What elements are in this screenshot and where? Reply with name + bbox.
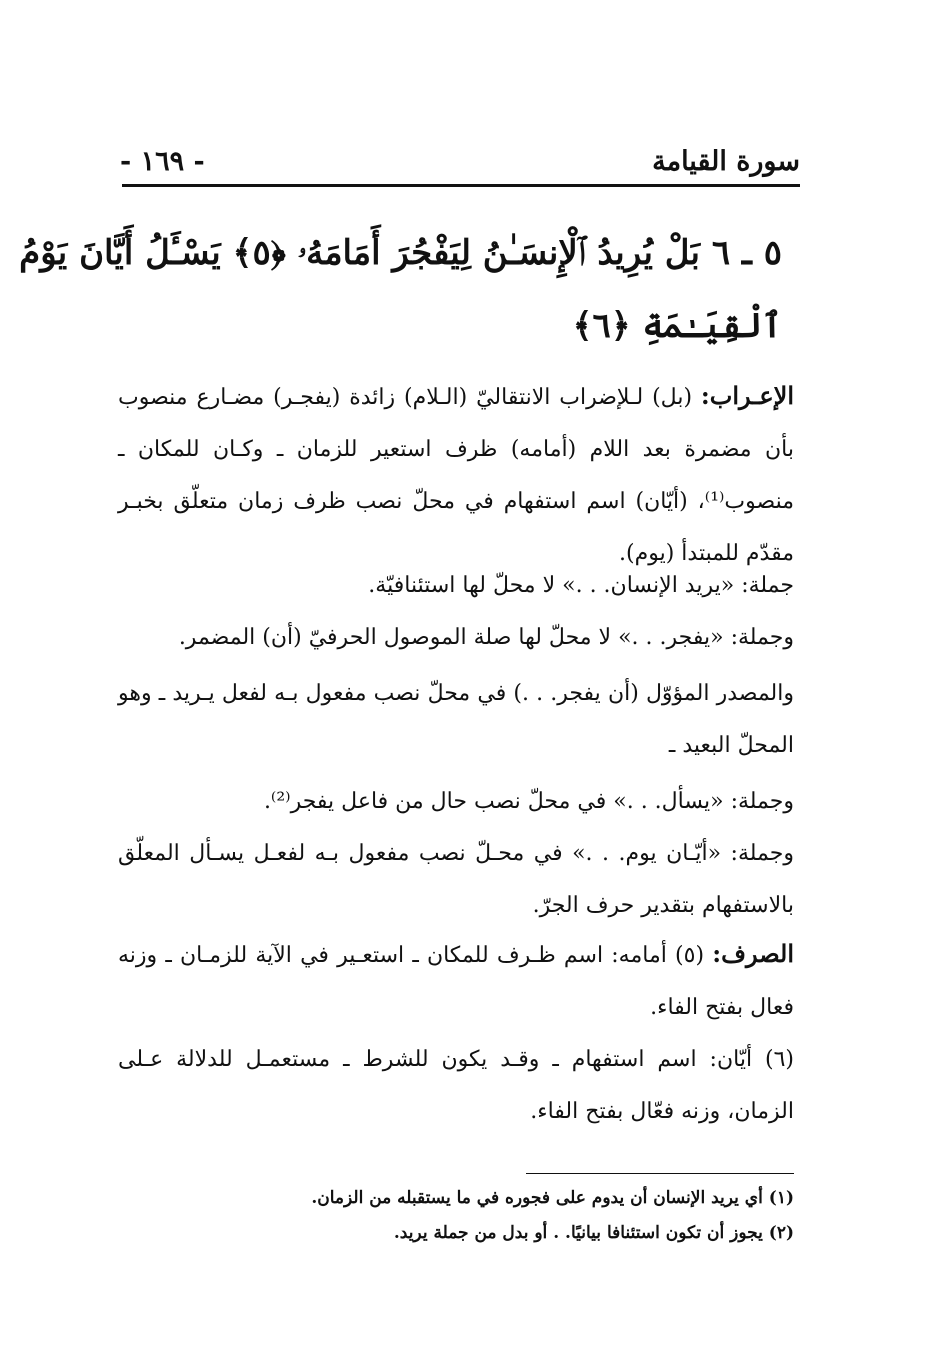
masdar-text: والمصدر المؤوّل (أن يفجر. . .) في محلّ نصب مفعول بـه لفعل يـريد ـ وهو المحلّ البعيد ـ	[118, 681, 794, 758]
sarf-label: الصرف:	[712, 939, 795, 968]
sarf-text: (٥) أمامه: اسم ظـرف للمكان ـ استعـير في الآية للزمـان ـ وزنه فعال بفتح الفاء.	[118, 943, 794, 1020]
irab-paragraph	[118, 370, 794, 580]
verse-line-2: ٱلْقِيَـٰمَةِ ﴿٦﴾	[572, 306, 782, 346]
masdar-paragraph	[118, 668, 794, 772]
irab-label: الإعـراب:	[700, 381, 794, 410]
footnote-1: (١) أي يريد الإنسان أن يدوم على فجوره في ما يستقبله من الزمان.	[311, 1188, 794, 1208]
surah-title: سورة القيامة	[652, 145, 800, 177]
ayyan-text: (٦) أيّان: اسم استفهام ـ وقـد يكون للشرط ـ مستعمـل للدلالة عـلى الزمان، وزنه فعّال بفتح الفاء.	[118, 1047, 794, 1124]
jumla-block	[118, 560, 794, 664]
jumla-line-1: جملة: «يريد الإنسان. . .» لا محلّ لها استئنافيّة.	[368, 573, 794, 598]
jumla2-block	[118, 776, 794, 932]
ayyan-paragraph	[118, 1034, 794, 1138]
jumla2-line-1: وجملة: «يسأل. . .» في محلّ نصب حال من فاعل يفجر⁽²⁾.	[263, 789, 794, 814]
sarf-paragraph	[118, 928, 794, 1034]
page-number: - ١٦٩ -	[120, 145, 205, 177]
header-rule	[122, 184, 800, 187]
footnote-separator	[526, 1173, 794, 1174]
footnote-2: (٢) يجوز أن تكون استئنافا بيانيًا. . أو بدل من جملة يريد.	[393, 1223, 794, 1243]
page-header	[120, 138, 800, 184]
irab-text: (بل) لـلإضراب الانتقاليّ (الـلام) زائدة (يفجـر) مضـارع منصوب بأن مضمرة بعد اللام (أمامه) ظرف استعير للزمان ـ وكـان للمكان ـ منصوب⁽¹⁾، (أيّان) اسم استفهام في محلّ نصب ظرف زمان متعلّق بخبـر مقدّم للمبتدأ (يوم).	[118, 385, 794, 566]
jumla-line-2: وجملة: «يفجر. . .» لا محلّ لها صلة الموصول الحرفيّ (أن) المضمر.	[178, 625, 794, 650]
jumla2-line-2: وجملة: «أيّـان يوم. . .» في محـلّ نصب مفعول بـه لفعـل يسـأل المعلّق بالاستفهام بتقدير حرف الجرّ.	[118, 841, 794, 918]
verse-line-1: ٥ ـ ٦ بَلْ يُرِيدُ ٱلْإِنسَـٰنُ لِيَفْجُرَ أَمَامَهُۥ ﴿٥﴾ يَسْـَٔلُ أَيَّانَ يَوْمُ	[19, 233, 782, 273]
